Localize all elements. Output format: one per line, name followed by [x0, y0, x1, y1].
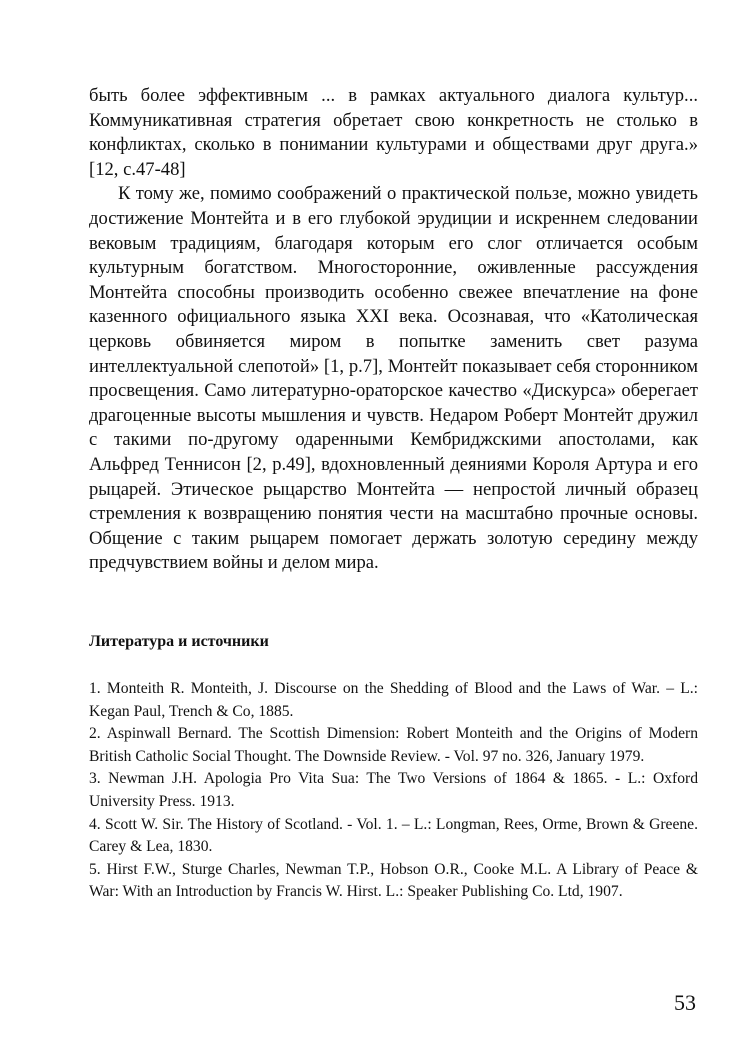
body-text [89, 84, 698, 576]
reference-item: 1. Monteith R. Monteith, J. Discourse on the Shedding of Blood and the Laws of War. – L.: Kegan Paul, Trench & Co, 1885. [89, 680, 698, 720]
references-heading: Литература и источники [89, 633, 269, 650]
references-list [89, 678, 698, 904]
reference-item: 3. Newman J.H. Apologia Pro Vita Sua: The Two Versions of 1864 & 1865. - L.: Oxford University Press. 1913. [89, 770, 698, 810]
main-text [89, 84, 698, 576]
page-number: 53 [674, 990, 696, 1015]
paragraph-continuation: быть более эффективным ... в рамках актуального диалога культур... Коммуникативная стратегия обретает свою конкретность не столько в конфликтах, сколько в понимании культурами и обществами друг друга.» [12, с.47-48] [89, 85, 698, 180]
reference-item: 5. Hirst F.W., Sturge Charles, Newman T.P., Hobson O.R., Cooke M.L. A Library of Peace & War: With an Introduction by Francis W. Hirst. L.: Speaker Publishing Co. Ltd, 1907. [89, 860, 698, 901]
paragraph-main: К тому же, помимо соображений о практической пользе, можно увидеть достижение Монтейта и в его глубокой эрудиции и искреннем следовании вековым традициям, благодаря которым его слог отличается особым культурным богатством. Многосторонние, оживленные рассуждения Монтейта способны производить особенно свежее впечатление на фоне казенного официального языка XXI века. Осознавая, что «Католическая церковь обвиняется миром в попытке заменить свет разума интеллектуальной слепотой» [1, p.7], Монтейт показывает себя сторонником просвещения. Само литературно-ораторское качество «Дискурса» оберегает драгоценные высоты мышления и чувств. Недаром Роберт Монтейт дружил с такими по-другому одаренными Кембриджскими апостолами, как Альфред Теннисон [2, p.49], вдохновленный деяниями Короля Артура и его рыцарей. Этическое рыцарство Монтейта — непростой личный образец стремления к возвращению понятия чести на масштабно прочные основы. Общение с таким рыцарем помогает держать золотую середину между предчувствием войны и делом мира. [89, 183, 698, 574]
reference-item: 4. Scott W. Sir. The History of Scotland. - Vol. 1. – L.: Longman, Rees, Orme, Brown & Greene. Carey & Lea, 1830. [89, 815, 698, 856]
reference-item: 2. Aspinwall Bernard. The Scottish Dimension: Robert Monteith and the Origins of Modern British Catholic Social Thought. The Downside Review. - Vol. 97 no. 326, January 1979. [89, 725, 698, 765]
